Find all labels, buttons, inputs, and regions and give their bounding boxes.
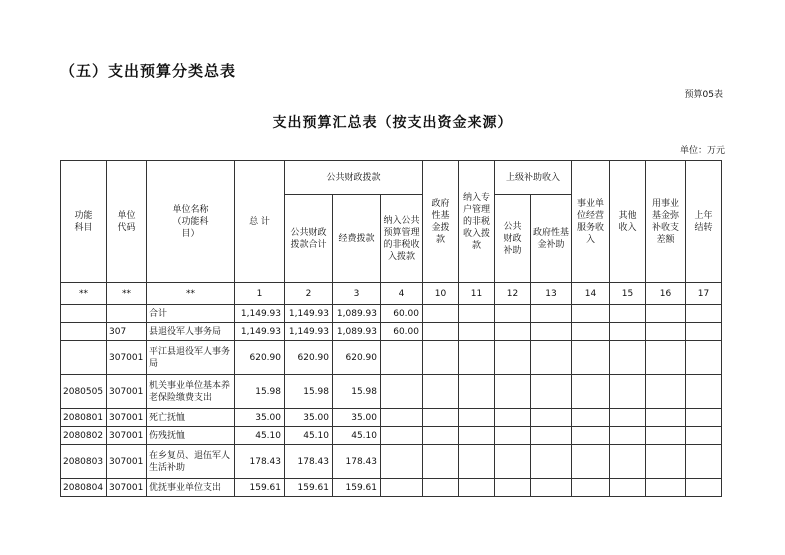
func-code-cell: 2080801 [61, 409, 107, 427]
index-cell: 11 [459, 283, 495, 305]
empty-cell [531, 323, 572, 341]
unit-name-cell: 机关事业单位基本养老保险缴费支出 [147, 375, 235, 409]
index-cell: 15 [610, 283, 646, 305]
table-row [61, 341, 722, 375]
total-cell: 1,149.93 [235, 305, 285, 323]
empty-cell [572, 409, 610, 427]
table-row [61, 427, 722, 445]
index-row [61, 283, 722, 305]
public-fiscal-total-cell: 178.43 [285, 445, 333, 479]
empty-cell [610, 341, 646, 375]
index-cell: 3 [333, 283, 381, 305]
header-other-income: 其他收入 [610, 161, 646, 283]
public-fiscal-total-cell: 35.00 [285, 409, 333, 427]
operating-cell: 15.98 [333, 375, 381, 409]
nontax-cell [381, 427, 423, 445]
public-fiscal-total-cell: 1,149.93 [285, 323, 333, 341]
func-code-cell: 2080804 [61, 479, 107, 497]
unit-code-cell: 307001 [107, 341, 147, 375]
empty-cell [646, 323, 686, 341]
unit-name-cell: 县退役军人事务局 [147, 323, 235, 341]
total-cell: 45.10 [235, 427, 285, 445]
index-cell: 4 [381, 283, 423, 305]
unit-code-cell [107, 305, 147, 323]
empty-cell [646, 427, 686, 445]
total-cell: 1,149.93 [235, 323, 285, 341]
empty-cell [686, 305, 722, 323]
empty-cell [495, 341, 531, 375]
index-cell: 1 [235, 283, 285, 305]
empty-cell [686, 409, 722, 427]
header-gov-fund: 政府性基金拨款 [423, 161, 459, 283]
nontax-cell: 60.00 [381, 305, 423, 323]
empty-cell [495, 445, 531, 479]
nontax-cell [381, 375, 423, 409]
total-cell: 178.43 [235, 445, 285, 479]
table-row [61, 305, 722, 323]
index-cell: 17 [686, 283, 722, 305]
empty-cell [610, 427, 646, 445]
func-code-cell [61, 305, 107, 323]
empty-cell [610, 323, 646, 341]
empty-cell [610, 479, 646, 497]
unit-code-cell: 307001 [107, 375, 147, 409]
empty-cell [459, 305, 495, 323]
empty-cell [423, 445, 459, 479]
table-header [61, 161, 722, 305]
unit-name-cell: 优抚事业单位支出 [147, 479, 235, 497]
operating-cell: 620.90 [333, 341, 381, 375]
table-body [61, 305, 722, 497]
nontax-cell [381, 445, 423, 479]
header-func-subject: 功能科目 [61, 161, 107, 283]
empty-cell [646, 445, 686, 479]
index-cell: 10 [423, 283, 459, 305]
index-cell: ** [61, 283, 107, 305]
nontax-cell [381, 479, 423, 497]
func-code-cell: 2080802 [61, 427, 107, 445]
empty-cell [459, 341, 495, 375]
empty-cell [459, 445, 495, 479]
header-public-fiscal-total: 公共财政拨款合计 [285, 195, 333, 283]
index-cell: 12 [495, 283, 531, 305]
empty-cell [531, 445, 572, 479]
header-unit-code: 单位代码 [107, 161, 147, 283]
operating-cell: 45.10 [333, 427, 381, 445]
empty-cell [459, 375, 495, 409]
total-cell: 15.98 [235, 375, 285, 409]
empty-cell [646, 305, 686, 323]
total-cell: 35.00 [235, 409, 285, 427]
table-row [61, 409, 722, 427]
unit-name-cell: 平江县退役军人事务局 [147, 341, 235, 375]
table-row [61, 445, 722, 479]
empty-cell [423, 323, 459, 341]
func-code-cell: 2080803 [61, 445, 107, 479]
unit-name-cell: 在乡复员、退伍军人生活补助 [147, 445, 235, 479]
empty-cell [686, 445, 722, 479]
unit-code-cell: 307 [107, 323, 147, 341]
form-code: 预算05表 [684, 90, 723, 100]
header-unit-name: 单位名称（功能科目） [147, 161, 235, 283]
empty-cell [572, 445, 610, 479]
empty-cell [423, 341, 459, 375]
section-title: （五）支出预算分类总表 [60, 62, 237, 80]
total-cell: 159.61 [235, 479, 285, 497]
empty-cell [531, 409, 572, 427]
empty-cell [531, 427, 572, 445]
empty-cell [531, 341, 572, 375]
empty-cell [459, 479, 495, 497]
header-nontax-in-budget: 纳入公共预算管理的非税收入拨款 [381, 195, 423, 283]
table-row [61, 479, 722, 497]
empty-cell [646, 375, 686, 409]
unit-code-cell: 307001 [107, 445, 147, 479]
public-fiscal-total-cell: 15.98 [285, 375, 333, 409]
empty-cell [495, 479, 531, 497]
empty-cell [686, 427, 722, 445]
empty-cell [495, 409, 531, 427]
empty-cell [423, 479, 459, 497]
public-fiscal-total-cell: 1,149.93 [285, 305, 333, 323]
empty-cell [646, 341, 686, 375]
header-public-fiscal: 公共财政拨款 [285, 161, 423, 195]
empty-cell [572, 375, 610, 409]
empty-cell [572, 479, 610, 497]
index-cell: ** [107, 283, 147, 305]
empty-cell [572, 341, 610, 375]
operating-cell: 1,089.93 [333, 323, 381, 341]
table-row [61, 323, 722, 341]
public-fiscal-total-cell: 620.90 [285, 341, 333, 375]
public-fiscal-total-cell: 45.10 [285, 427, 333, 445]
header-operating: 经费拨款 [333, 195, 381, 283]
public-fiscal-total-cell: 159.61 [285, 479, 333, 497]
header-sub-public: 公共财政补助 [495, 195, 531, 283]
header-special-nontax: 纳入专户管理的非税收入拨款 [459, 161, 495, 283]
nontax-cell [381, 341, 423, 375]
index-cell: 2 [285, 283, 333, 305]
empty-cell [531, 305, 572, 323]
empty-cell [495, 305, 531, 323]
empty-cell [423, 409, 459, 427]
empty-cell [610, 375, 646, 409]
empty-cell [423, 375, 459, 409]
budget-table [60, 160, 722, 497]
header-surplus-use: 用事业基金弥补收支差额 [646, 161, 686, 283]
empty-cell [495, 427, 531, 445]
unit-code-cell: 307001 [107, 479, 147, 497]
unit-name-cell: 合计 [147, 305, 235, 323]
empty-cell [531, 375, 572, 409]
header-total: 总 计 [235, 161, 285, 283]
unit-name-cell: 伤残抚恤 [147, 427, 235, 445]
empty-cell [572, 305, 610, 323]
unit-code-cell: 307001 [107, 409, 147, 427]
func-code-cell [61, 341, 107, 375]
empty-cell [610, 305, 646, 323]
operating-cell: 178.43 [333, 445, 381, 479]
header-carryover: 上年结转 [686, 161, 722, 283]
unit-label: 单位：万元 [679, 146, 725, 156]
header-sub-gov-fund: 政府性基金补助 [531, 195, 572, 283]
empty-cell [495, 323, 531, 341]
empty-cell [459, 427, 495, 445]
index-cell: ** [147, 283, 235, 305]
index-cell: 14 [572, 283, 610, 305]
header-business-income: 事业单位经营服务收入 [572, 161, 610, 283]
empty-cell [610, 445, 646, 479]
empty-cell [686, 375, 722, 409]
empty-cell [686, 341, 722, 375]
table-row [61, 375, 722, 409]
empty-cell [495, 375, 531, 409]
operating-cell: 159.61 [333, 479, 381, 497]
header-superior-subsidy: 上级补助收入 [495, 161, 572, 195]
nontax-cell: 60.00 [381, 323, 423, 341]
nontax-cell [381, 409, 423, 427]
index-cell: 13 [531, 283, 572, 305]
empty-cell [531, 479, 572, 497]
empty-cell [686, 479, 722, 497]
total-cell: 620.90 [235, 341, 285, 375]
empty-cell [646, 479, 686, 497]
func-code-cell [61, 323, 107, 341]
empty-cell [423, 427, 459, 445]
index-cell: 16 [646, 283, 686, 305]
empty-cell [423, 305, 459, 323]
unit-name-cell: 死亡抚恤 [147, 409, 235, 427]
empty-cell [572, 427, 610, 445]
func-code-cell: 2080505 [61, 375, 107, 409]
empty-cell [572, 323, 610, 341]
empty-cell [459, 409, 495, 427]
operating-cell: 35.00 [333, 409, 381, 427]
table-title: 支出预算汇总表（按支出资金来源） [272, 115, 513, 131]
operating-cell: 1,089.93 [333, 305, 381, 323]
empty-cell [646, 409, 686, 427]
empty-cell [686, 323, 722, 341]
empty-cell [610, 409, 646, 427]
unit-code-cell: 307001 [107, 427, 147, 445]
empty-cell [459, 323, 495, 341]
